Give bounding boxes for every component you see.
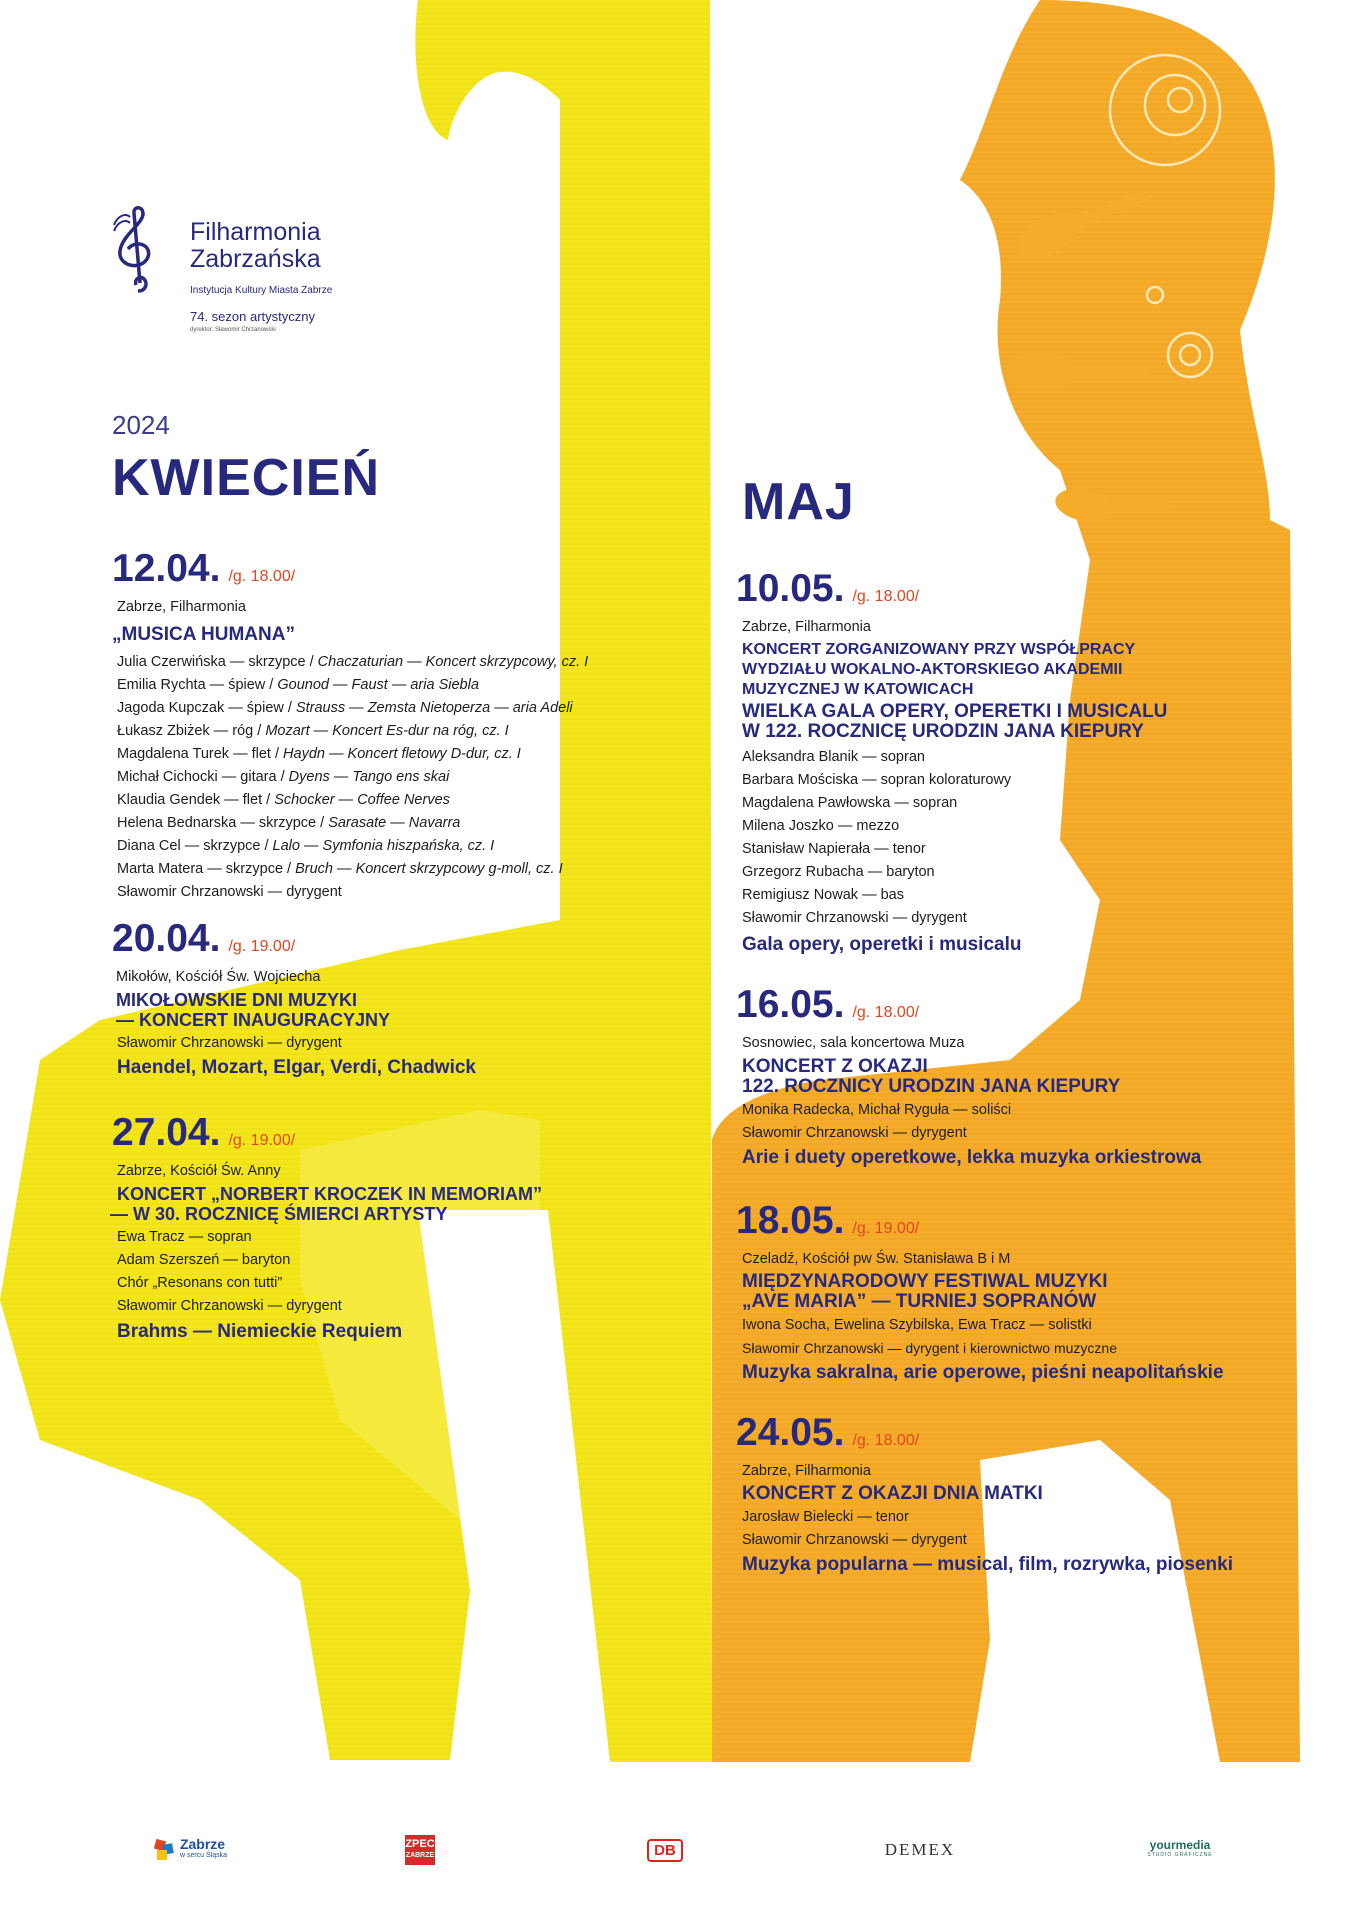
performer-line: Diana Cel — skrzypce / Lalo — Symfonia hiszpańska, cz. I (117, 838, 495, 854)
performer-line: Magdalena Turek — flet / Haydn — Koncert fletowy D-dur, cz. I (117, 746, 521, 762)
person-line: Jarosław Bielecki — tenor (742, 1509, 909, 1525)
event-title-line: KONCERT Z OKAZJI DNIA MATKI (742, 1483, 1043, 1504)
event-location: Mikołów, Kościół Św. Wojciecha (116, 969, 321, 985)
person-line: Adam Szerszeń — baryton (117, 1252, 291, 1268)
event-date: 18.05. (736, 1199, 845, 1242)
sponsor-zabrze (140, 1820, 240, 1880)
treble-clef-icon (112, 205, 158, 295)
person-line: Milena Joszko — mezzo (742, 818, 900, 834)
event-location: Zabrze, Filharmonia (742, 1463, 871, 1479)
event-date: 27.04. (112, 1111, 221, 1154)
person-line: Sławomir Chrzanowski — dyrygent (742, 1125, 967, 1141)
event-time: /g. 18.00/ (852, 588, 920, 605)
work-title: Coffee Nerves (357, 792, 450, 808)
month-april: KWIECIEŃ (112, 449, 380, 507)
institution-label: Instytucja Kultury Miasta Zabrze (190, 285, 333, 296)
person-line: Sławomir Chrzanowski — dyrygent (117, 1035, 342, 1051)
season-label: 74. sezon artystyczny (190, 309, 315, 324)
event-10-05 (736, 567, 1296, 956)
performer-role: gitara (240, 769, 277, 785)
composer: Bruch (295, 861, 333, 877)
event-title-line: „AVE MARIA” — TURNIEJ SOPRANÓW (742, 1291, 1097, 1312)
event-date: 20.04. (112, 917, 221, 960)
performer-name: Diana Cel (117, 838, 181, 854)
event-title: „MUSICA HUMANA” (112, 624, 295, 645)
person-line: Grzegorz Rubacha — baryton (742, 864, 935, 880)
performer-name: Łukasz Zbiżek (117, 723, 210, 739)
performer-name: Sławomir Chrzanowski (117, 884, 264, 900)
event-program: Haendel, Mozart, Elgar, Verdi, Chadwick (117, 1057, 476, 1078)
event-title-line: WIELKA GALA OPERY, OPERETKI I MUSICALU (742, 701, 1168, 722)
performer-line: Julia Czerwińska — skrzypce / Chaczaturian — Koncert skrzypcowy, cz. I (117, 654, 589, 670)
event-18-05 (736, 1199, 1296, 1384)
event-location: Zabrze, Filharmonia (742, 619, 871, 635)
event-time: /g. 19.00/ (228, 938, 296, 955)
month-may: MAJ (742, 473, 855, 531)
event-program: Arie i duety operetkowe, lekka muzyka orkiestrowa (742, 1147, 1202, 1168)
person-line: Sławomir Chrzanowski — dyrygent i kierownictwo muzyczne (742, 1340, 1118, 1356)
event-title-line: W 122. ROCZNICĘ URODZIN JANA KIEPURY (742, 721, 1144, 742)
work-title: Navarra (408, 815, 461, 831)
work-title: Symfonia hiszpańska, cz. I (322, 838, 495, 854)
person-line: Sławomir Chrzanowski — dyrygent (742, 910, 967, 926)
event-title-line: KONCERT Z OKAZJI (742, 1056, 928, 1077)
event-27-04 (110, 1111, 672, 1343)
sponsor-db (644, 1820, 686, 1880)
event-pre-title-line: MUZYCZNEJ W KATOWICACH (742, 681, 974, 698)
zabrze-tagline: w sercu Śląska (179, 1852, 228, 1859)
yourmedia-sub: STUDIO GRAFICZNE (1147, 1852, 1213, 1858)
person-line: Sławomir Chrzanowski — dyrygent (742, 1532, 967, 1548)
performer-line: Klaudia Gendek — flet / Schocker — Coffee Nerves (117, 792, 450, 808)
event-title-line: MIĘDZYNARODOWY FESTIWAL MUZYKI (742, 1271, 1108, 1292)
event-pre-title-line: KONCERT ZORGANIZOWANY PRZY WSPÓŁPRACY (742, 641, 1136, 658)
performer-role: skrzypce (248, 654, 306, 670)
composer: Strauss (295, 700, 346, 716)
event-location: Zabrze, Kościół Św. Anny (117, 1163, 281, 1179)
person-line: Chór „Resonans con tutti” (117, 1275, 283, 1291)
work-title: Koncert skrzypcowy g-moll, cz. I (355, 861, 563, 877)
orchestra-name-line1: Filharmonia (190, 218, 321, 246)
performer-role: flet (251, 746, 271, 762)
work-title: Faust — aria Siebla (351, 677, 479, 693)
work-title: Zemsta Nietoperza — aria Adeli (367, 700, 573, 716)
yourmedia-logo: yourmedia (1149, 1838, 1211, 1852)
event-title-line: 122. ROCZNICY URODZIN JANA KIEPURY (742, 1076, 1121, 1097)
composer: Haydn (283, 746, 325, 762)
composer: Gounod (277, 677, 329, 693)
year-label: 2024 (112, 410, 170, 440)
event-title-line: — W 30. ROCZNICĘ ŚMIERCI ARTYSTY (110, 1204, 448, 1224)
db-logo: DB (647, 1839, 683, 1862)
event-time: /g. 19.00/ (852, 1220, 920, 1237)
event-20-04 (112, 917, 672, 1079)
event-24-05 (736, 1411, 1296, 1576)
zpec-sub: ZABRZE (405, 1852, 435, 1859)
event-time: /g. 18.00/ (852, 1432, 920, 1449)
performer-line: Sławomir Chrzanowski — dyrygent (117, 884, 342, 900)
performer-line: Marta Matera — skrzypce / Bruch — Koncert skrzypcowy g-moll, cz. I (117, 861, 563, 877)
event-date: 12.04. (112, 547, 221, 590)
performer-name: Helena Bednarska (117, 815, 237, 831)
director-label: dyrektor: Sławomir Chrzanowski (190, 327, 276, 333)
performer-name: Magdalena Turek (117, 746, 230, 762)
event-date: 16.05. (736, 983, 845, 1026)
event-location: Zabrze, Filharmonia (117, 599, 246, 615)
person-line: Aleksandra Blanik — sopran (742, 749, 925, 765)
work-title: Koncert Es-dur na róg, cz. I (332, 723, 509, 739)
performer-role: flet (242, 792, 263, 808)
composer: Mozart (265, 723, 310, 739)
performer-line: Łukasz Zbiżek — róg / Mozart — Koncert Es-dur na róg, cz. I (117, 723, 509, 739)
event-program: Muzyka sakralna, arie operowe, pieśni neapolitańskie (742, 1362, 1224, 1383)
performer-name: Marta Matera (117, 861, 204, 877)
person-line: Barbara Mościska — sopran koloraturowy (742, 772, 1012, 788)
sponsor-yourmedia (1130, 1820, 1230, 1880)
person-line: Remigiusz Nowak — bas (742, 887, 904, 903)
event-title-line: KONCERT „NORBERT KROCZEK IN MEMORIAM” (117, 1184, 542, 1204)
performer-role: dyrygent (286, 884, 342, 900)
orchestra-name-line2: Zabrzańska (190, 245, 321, 273)
work-title: Tango ens skai (352, 769, 450, 785)
performer-line: Jagoda Kupczak — śpiew / Strauss — Zemsta Nietoperza — aria Adeli (117, 700, 573, 716)
zpec-name: ZPEC (405, 1838, 435, 1850)
event-title-line: MIKOŁOWSKIE DNI MUZYKI (116, 990, 357, 1010)
composer: Chaczaturian (317, 654, 404, 670)
person-line: Monika Radecka, Michał Ryguła — soliści (742, 1102, 1012, 1118)
performer-role: skrzypce (203, 838, 261, 854)
performer-role: skrzypce (225, 861, 284, 877)
orchestra-name (190, 219, 321, 273)
performer-role: śpiew (246, 700, 284, 716)
performer-line: Michał Cichocki — gitara / Dyens — Tango ens skai (117, 769, 450, 785)
performer-name: Klaudia Gendek (117, 792, 221, 808)
person-line: Ewa Tracz — sopran (117, 1229, 252, 1245)
performer-list (117, 651, 672, 904)
performer-name: Michał Cichocki (117, 769, 218, 785)
performer-role: róg (232, 723, 254, 739)
performer-role: śpiew (228, 677, 266, 693)
zabrze-name: Zabrze (179, 1836, 226, 1852)
performer-line: Helena Bednarska — skrzypce / Sarasate — Navarra (117, 815, 461, 831)
performer-name: Julia Czerwińska (117, 654, 226, 670)
event-time: /g. 18.00/ (228, 568, 296, 585)
work-title: Koncert fletowy D-dur, cz. I (347, 746, 521, 762)
event-program: Muzyka popularna — musical, film, rozrywka, piosenki (742, 1554, 1233, 1575)
event-16-05 (736, 983, 1296, 1169)
composer: Schocker (274, 792, 335, 808)
work-title: Koncert skrzypcowy, cz. I (425, 654, 589, 670)
composer: Sarasate (328, 815, 387, 831)
performer-role: skrzypce (258, 815, 317, 831)
person-line: Sławomir Chrzanowski — dyrygent (117, 1298, 342, 1314)
event-location: Czeladź, Kościół pw Św. Stanisława B i M (742, 1251, 1011, 1267)
event-time: /g. 19.00/ (228, 1132, 296, 1149)
event-pre-title-line: WYDZIAŁU WOKALNO-AKTORSKIEGO AKADEMII (742, 661, 1123, 678)
zabrze-logo-icon (153, 1838, 177, 1862)
composer: Lalo (272, 838, 300, 854)
event-location: Sosnowiec, sala koncertowa Muza (742, 1035, 965, 1051)
event-program: Brahms — Niemieckie Requiem (117, 1321, 403, 1342)
performer-name: Jagoda Kupczak (117, 700, 225, 716)
sponsors-bar (0, 1820, 1361, 1910)
composer: Dyens (288, 769, 330, 785)
performer-line: Emilia Rychta — śpiew / Gounod — Faust — aria Siebla (117, 677, 479, 693)
event-date: 24.05. (736, 1411, 845, 1454)
event-time: /g. 18.00/ (852, 1004, 920, 1021)
event-12-04 (112, 547, 672, 904)
performer-name: Emilia Rychta (117, 677, 206, 693)
event-date: 10.05. (736, 567, 845, 610)
person-line: Stanisław Napierała — tenor (742, 841, 926, 857)
event-program: Gala opery, operetki i musicalu (742, 934, 1022, 955)
person-line: Iwona Socha, Ewelina Szybilska, Ewa Tracz — solistki (742, 1317, 1092, 1333)
sponsor-demex (870, 1820, 970, 1880)
person-line: Magdalena Pawłowska — sopran (742, 795, 958, 811)
sponsor-zpec (400, 1820, 440, 1880)
demex-logo: DEMEX (884, 1840, 956, 1859)
event-title-line: — KONCERT INAUGURACYJNY (116, 1010, 391, 1030)
